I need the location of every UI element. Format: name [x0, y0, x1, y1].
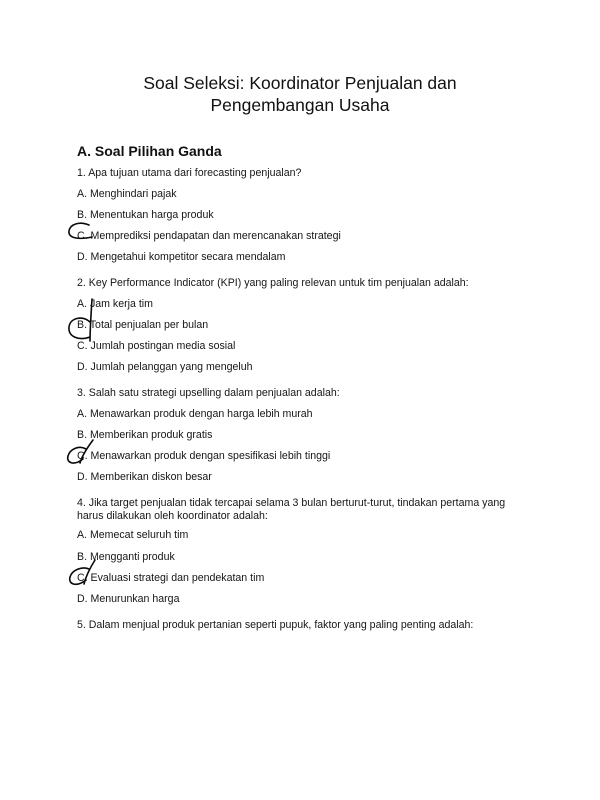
question-4-option-b: B. Mengganti produk: [77, 551, 175, 563]
question-4-option-c: C. Evaluasi strategi dan pendekatan tim: [77, 572, 265, 584]
question-2-option-a: A. Jam kerja tim: [77, 298, 153, 310]
document-title: [60, 72, 540, 116]
question-4-option-a: A. Memecat seluruh tim: [77, 529, 189, 541]
title-line-1: Soal Seleksi: Koordinator Penjualan dan: [143, 73, 457, 93]
section-a-heading: A. Soal Pilihan Ganda: [77, 143, 222, 159]
question-3: 3. Salah satu strategi upselling dalam penjualan adalah:: [77, 387, 340, 399]
question-1-option-d: D. Mengetahui kompetitor secara mendalam: [77, 251, 286, 263]
question-1-option-c: C. Memprediksi pendapatan dan merencanakan strategi: [77, 230, 341, 242]
question-1: 1. Apa tujuan utama dari forecasting penjualan?: [77, 167, 302, 179]
question-1-option-a: A. Menghindari pajak: [77, 188, 177, 200]
question-2-option-c: C. Jumlah postingan media sosial: [77, 340, 236, 352]
question-1-option-b: B. Menentukan harga produk: [77, 209, 214, 221]
question-2-option-d: D. Jumlah pelanggan yang mengeluh: [77, 361, 253, 373]
question-3-option-c: C. Menawarkan produk dengan spesifikasi lebih tinggi: [77, 450, 331, 462]
question-4: 4. Jika target penjualan tidak tercapai selama 3 bulan berturut-turut, tindakan pertama yang harus dilakukan oleh koordinator adalah:: [77, 497, 506, 522]
title-line-2: Pengembangan Usaha: [210, 95, 390, 115]
question-3-option-b: B. Memberikan produk gratis: [77, 429, 213, 441]
question-4-option-d: D. Menurunkan harga: [77, 593, 180, 605]
question-2-option-b: B. Total penjualan per bulan: [77, 319, 209, 331]
question-3-option-a: A. Menawarkan produk dengan harga lebih murah: [77, 408, 313, 420]
question-3-option-d: D. Memberikan diskon besar: [77, 471, 212, 483]
question-2: 2. Key Performance Indicator (KPI) yang paling relevan untuk tim penjualan adalah:: [77, 277, 469, 289]
question-5: 5. Dalam menjual produk pertanian seperti pupuk, faktor yang paling penting adalah:: [77, 619, 474, 631]
